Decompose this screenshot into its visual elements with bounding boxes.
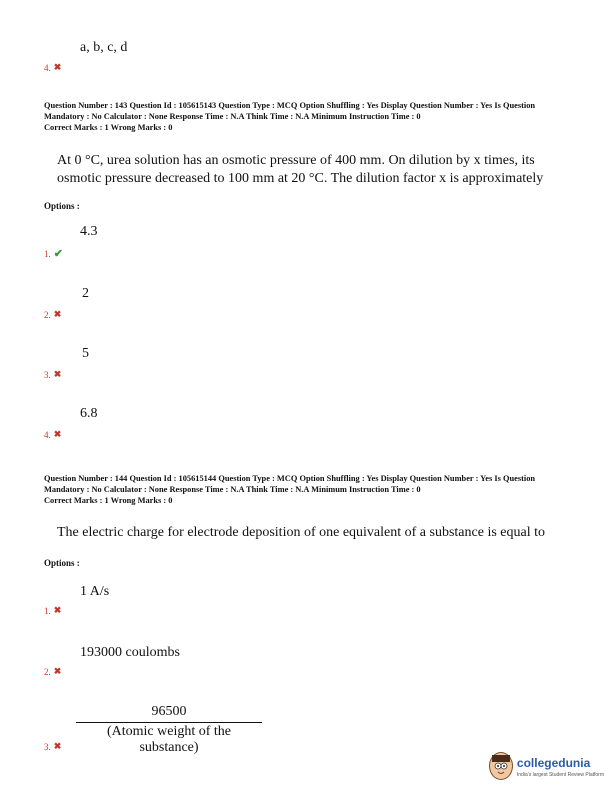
cross-icon: ✖ bbox=[53, 429, 62, 439]
cross-icon: ✖ bbox=[53, 666, 62, 676]
cross-icon: ✖ bbox=[53, 309, 62, 319]
q144-option-1-marker bbox=[44, 605, 61, 616]
question-line-1: At 0 °C, urea solution has an osmotic pressure of 400 mm. On dilution by x times, its bbox=[57, 153, 535, 168]
cross-icon: ✖ bbox=[53, 369, 62, 379]
q143-option-4-marker bbox=[44, 429, 61, 440]
q144-option-2-text: 193000 coulombs bbox=[80, 645, 180, 660]
mascot-icon bbox=[489, 752, 513, 780]
options-label: Options : bbox=[44, 201, 80, 211]
question-line-2: osmotic pressure decreased to 100 mm at 20 °C. The dilution factor x is approximately bbox=[57, 171, 544, 186]
option-label: 4. bbox=[44, 429, 51, 440]
q143-option-2-marker bbox=[44, 309, 61, 320]
cross-icon: ✖ bbox=[53, 741, 62, 751]
logo-text bbox=[517, 754, 604, 778]
question-144-text: The electric charge for electrode deposition of one equivalent of a substance is equal to bbox=[57, 525, 545, 540]
prev-option-4-text: a, b, c, d bbox=[80, 40, 128, 55]
cross-icon: ✖ bbox=[53, 605, 62, 615]
q143-option-1-text: 4.3 bbox=[80, 224, 98, 239]
mascot-face-icon bbox=[490, 753, 512, 779]
q143-option-3-marker bbox=[44, 369, 61, 380]
fraction-bar bbox=[76, 722, 262, 723]
q144-option-2-marker bbox=[44, 666, 61, 677]
cross-icon: ✖ bbox=[53, 62, 62, 72]
q143-option-3-text: 5 bbox=[82, 346, 89, 361]
prev-option-4-marker bbox=[44, 62, 61, 73]
q143-option-2-text: 2 bbox=[82, 286, 89, 301]
collegedunia-logo bbox=[489, 752, 604, 780]
q144-option-1-text: 1 A/s bbox=[80, 584, 110, 599]
option-label: 3. bbox=[44, 741, 51, 752]
q144-option-3-fraction bbox=[76, 704, 262, 756]
option-label: 1. bbox=[44, 605, 51, 616]
q143-option-1-marker bbox=[44, 247, 63, 260]
option-label: 2. bbox=[44, 666, 51, 677]
question-meta-text: Question Number : 143 Question Id : 105615143 Question Type : MCQ Option Shuffling : Yes Display Question Number : Yes Is Question Mandatory : No Calculator : None Response Time : N.A Think Time : N.A Minimum Instruction Time : 0 bbox=[44, 101, 536, 121]
brand-tagline: India's largest Student Review Platform bbox=[516, 772, 604, 778]
option-label: 2. bbox=[44, 309, 51, 320]
question-143-meta bbox=[44, 100, 574, 133]
question-meta-text: Question Number : 144 Question Id : 105615144 Question Type : MCQ Option Shuffling : Yes Display Question Number : Yes Is Question Mandatory : No Calculator : None Response Time : N.A Think Time : N.A Minimum Instruction Time : 0 bbox=[44, 474, 536, 494]
option-label: 1. bbox=[44, 248, 51, 259]
brand-name: collegedunia bbox=[516, 756, 591, 770]
q143-option-4-text: 6.8 bbox=[80, 406, 98, 421]
question-marks: Correct Marks : 1 Wrong Marks : 0 bbox=[44, 496, 173, 505]
question-143-text bbox=[57, 152, 557, 188]
option-label: 4. bbox=[44, 62, 51, 73]
check-icon: ✔ bbox=[53, 248, 63, 260]
options-label: Options : bbox=[44, 558, 80, 568]
option-label: 3. bbox=[44, 369, 51, 380]
fraction-denominator: (Atomic weight of the substance) bbox=[106, 724, 232, 755]
fraction-numerator: 96500 bbox=[151, 704, 187, 719]
q144-option-3-marker bbox=[44, 741, 61, 752]
question-144-meta bbox=[44, 473, 574, 506]
question-marks: Correct Marks : 1 Wrong Marks : 0 bbox=[44, 123, 173, 132]
